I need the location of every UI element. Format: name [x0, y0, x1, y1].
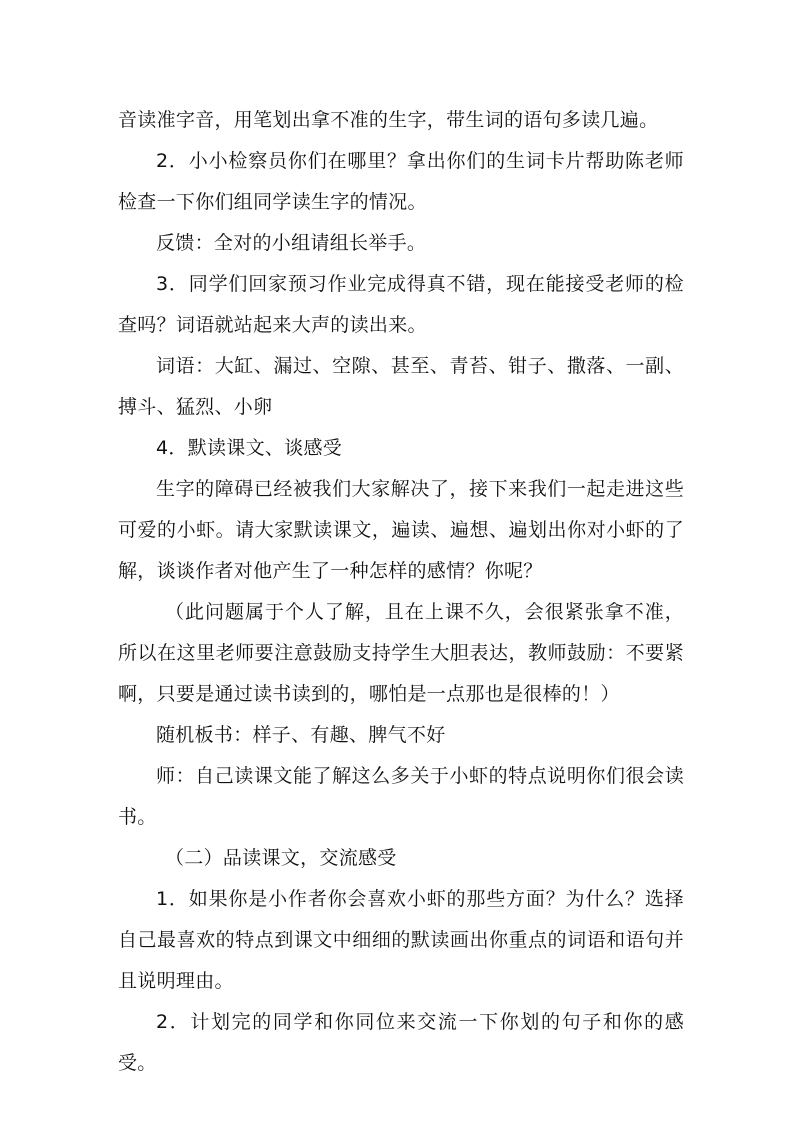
paragraph-item-1: 1．如果你是小作者你会喜欢小虾的那些方面？为什么？选择自己最喜欢的特点到课文中细细的默读画出你重点的词语和语句并且说明理由。 — [118, 888, 684, 992]
paragraph-feedback: 反馈：全对的小组请组长举手。 — [156, 232, 427, 254]
paragraph-item-4: 4．默读课文、谈感受 — [156, 437, 343, 459]
paragraph-teacher-remark: 师：自己读课文能了解这么多关于小虾的特点说明你们很会读书。 — [118, 765, 684, 828]
paragraph-item-2-exchange: 2．计划完的同学和你同位来交流一下你划的句子和你的感受。 — [118, 1011, 684, 1074]
paragraph-item-3: 3．同学们回家预习作业完成得真不错，现在能接受老师的检查吗？词语就站起来大声的读出来。 — [118, 273, 684, 336]
paragraph-continuation: 音读准字音，用笔划出拿不准的生字，带生词的语句多读几遍。 — [118, 109, 659, 131]
paragraph-silent-reading: 生字的障碍已经被我们大家解决了，接下来我们一起走进这些可爱的小虾。请大家默读课文，遍读、遍想、遍划出你对小虾的了解，谈谈作者对他产生了一种怎样的感情？你呢？ — [118, 478, 684, 582]
section-heading-2: （二）品读课文，交流感受 — [165, 847, 397, 869]
paragraph-teacher-note: （此问题属于个人了解，且在上课不久，会很紧张拿不准，所以在这里老师要注意鼓励支持学生大胆表达，教师鼓励：不要紧啊，只要是通过读书读到的，哪怕是一点那也是很棒的！） — [118, 601, 684, 705]
paragraph-item-2: 2．小小检察员你们在哪里？拿出你们的生词卡片帮助陈老师检查一下你们组同学读生字的情况。 — [118, 150, 684, 213]
document-body — [118, 100, 684, 1084]
paragraph-board-notes: 随机板书：样子、有趣、脾气不好 — [156, 724, 446, 746]
paragraph-vocabulary: 词语：大缸、漏过、空隙、甚至、青苔、钳子、撒落、一副、搏斗、猛烈、小卵 — [118, 355, 684, 418]
